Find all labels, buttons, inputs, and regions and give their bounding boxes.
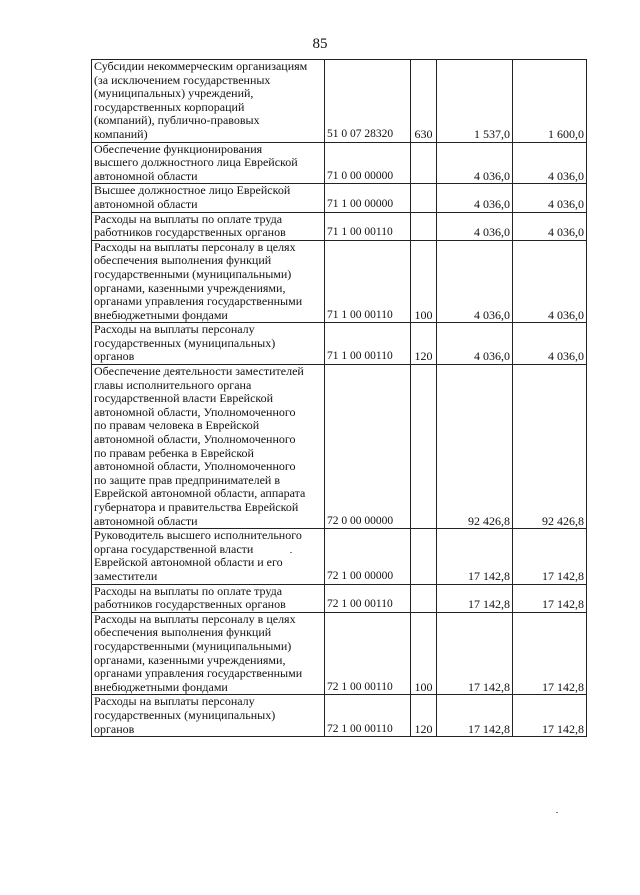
row-target-code: 72 1 00 00110: [325, 695, 411, 737]
row-amount-year-2: 4 036,0: [513, 240, 587, 323]
row-expense-type: [411, 584, 437, 612]
row-name: Расходы на выплаты по оплате труда работников государственных органов: [92, 212, 325, 240]
row-name: Расходы на выплаты персоналу государственных (муниципальных) органов: [92, 323, 325, 365]
row-amount-year-1: 17 142,8: [437, 584, 513, 612]
row-amount-year-1: 4 036,0: [437, 184, 513, 212]
row-target-code: 71 1 00 00110: [325, 212, 411, 240]
row-expense-type: [411, 529, 437, 584]
row-expense-type: 630: [411, 60, 437, 143]
row-amount-year-1: 92 426,8: [437, 365, 513, 529]
row-target-code: 71 0 00 00000: [325, 142, 411, 184]
row-name: Руководитель высшего исполнительного органа государственной власти Еврейской автономной области и его заместители: [92, 529, 325, 584]
row-target-code: 71 1 00 00110: [325, 323, 411, 365]
row-target-code: 71 1 00 00000: [325, 184, 411, 212]
row-amount-year-2: 1 600,0: [513, 60, 587, 143]
row-target-code: 72 1 00 00000: [325, 529, 411, 584]
row-name: Обеспечение функционирования высшего должностного лица Еврейской автономной области: [92, 142, 325, 184]
row-expense-type: [411, 142, 437, 184]
row-expense-type: [411, 184, 437, 212]
row-amount-year-2: 17 142,8: [513, 695, 587, 737]
table-row: [92, 365, 587, 529]
table-row: [92, 60, 587, 143]
row-amount-year-1: 1 537,0: [437, 60, 513, 143]
row-amount-year-2: 4 036,0: [513, 212, 587, 240]
row-amount-year-2: 4 036,0: [513, 142, 587, 184]
row-amount-year-1: 17 142,8: [437, 529, 513, 584]
row-name: Расходы на выплаты по оплате труда работников государственных органов: [92, 584, 325, 612]
row-expense-type: [411, 365, 437, 529]
table-row: [92, 695, 587, 737]
row-amount-year-2: 17 142,8: [513, 529, 587, 584]
table-row: [92, 212, 587, 240]
row-amount-year-1: 17 142,8: [437, 695, 513, 737]
table-row: [92, 184, 587, 212]
row-target-code: 72 1 00 00110: [325, 612, 411, 695]
row-expense-type: [411, 212, 437, 240]
row-expense-type: 100: [411, 612, 437, 695]
row-expense-type: 120: [411, 695, 437, 737]
row-target-code: 72 1 00 00110: [325, 584, 411, 612]
table-row: [92, 323, 587, 365]
row-name: Субсидии некоммерческим организациям (за исключением государственных (муниципальных) учреждений, государственных корпораций (компаний), публично-правовых компаний): [92, 60, 325, 143]
row-amount-year-2: 17 142,8: [513, 612, 587, 695]
table-row: [92, 142, 587, 184]
table-row: [92, 584, 587, 612]
budget-table: [91, 59, 587, 737]
table-row: [92, 529, 587, 584]
row-expense-type: 100: [411, 240, 437, 323]
row-name: Высшее должностное лицо Еврейской автономной области: [92, 184, 325, 212]
row-amount-year-2: 4 036,0: [513, 323, 587, 365]
page-number: 85: [312, 36, 328, 52]
scan-speck: [556, 812, 558, 813]
row-expense-type: 120: [411, 323, 437, 365]
row-amount-year-1: 4 036,0: [437, 212, 513, 240]
table-row: [92, 240, 587, 323]
row-amount-year-2: 4 036,0: [513, 184, 587, 212]
row-target-code: 51 0 07 28320: [325, 60, 411, 143]
row-amount-year-1: 4 036,0: [437, 142, 513, 184]
row-amount-year-1: 17 142,8: [437, 612, 513, 695]
row-amount-year-2: 17 142,8: [513, 584, 587, 612]
row-amount-year-2: 92 426,8: [513, 365, 587, 529]
row-amount-year-1: 4 036,0: [437, 240, 513, 323]
row-target-code: 72 0 00 00000: [325, 365, 411, 529]
row-name: Обеспечение деятельности заместителей главы исполнительного органа государственной власти Еврейской автономной области, Уполномоченного по правам человека в Еврейской автономной области, Уполномоченного по правам ребенка в Еврейской автономной области, Уполномоченного по защите прав предпринимателей в Еврейской автономной области, аппарата губернатора и правительства Еврейской автономной области: [92, 365, 325, 529]
row-target-code: 71 1 00 00110: [325, 240, 411, 323]
row-name: Расходы на выплаты персоналу в целях обеспечения выполнения функций государственными (муниципальными) органами, казенными учреждениями, органами управления государственными внебюджетными фондами: [92, 612, 325, 695]
row-name: Расходы на выплаты персоналу государственных (муниципальных) органов: [92, 695, 325, 737]
table-row: [92, 612, 587, 695]
row-name: Расходы на выплаты персоналу в целях обеспечения выполнения функций государственными (муниципальными) органами, казенными учреждениями, органами управления государственными внебюджетными фондами: [92, 240, 325, 323]
row-amount-year-1: 4 036,0: [437, 323, 513, 365]
scan-speck: [290, 552, 292, 553]
